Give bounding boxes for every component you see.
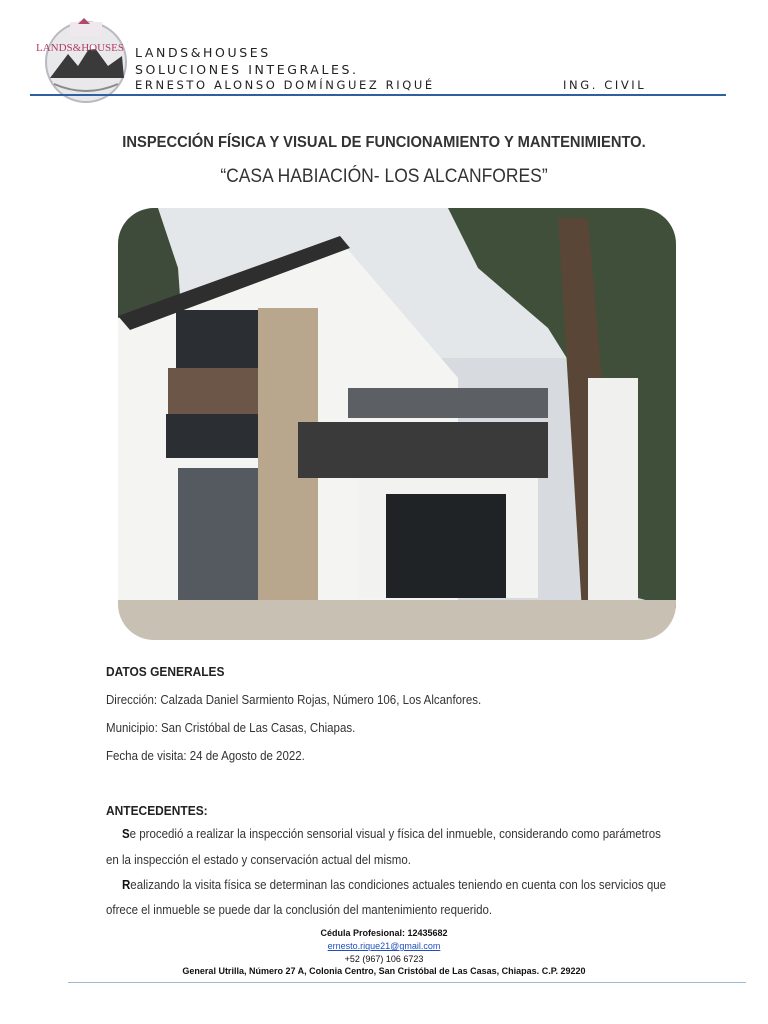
brand-tagline: SOLUCIONES INTEGRALES.: [135, 62, 359, 77]
document-title: INSPECCIÓN FÍSICA Y VISUAL DE FUNCIONAMIENTO Y MANTENIMIENTO.: [122, 134, 646, 151]
engineer-title: ING. CIVIL: [563, 78, 647, 92]
company-logo: [40, 16, 132, 104]
footer-address: General Utrilla, Número 27 A, Colonia Centro, San Cristóbal de Las Casas, Chiapas. C.P. 29220: [182, 966, 586, 976]
section-heading-general: DATOS GENERALES: [106, 664, 225, 679]
brand-name: LANDS&HOUSES: [135, 45, 271, 60]
header-rule: [30, 94, 726, 96]
paragraph-1-line-2: en la inspección el estado y conservación actual del mismo.: [106, 853, 411, 867]
paragraph-text: e procedió a realizar la inspección sensorial visual y física del inmueble, considerando como parámetros: [129, 827, 661, 841]
drop-initial: R: [122, 878, 131, 892]
engineer-name: ERNESTO ALONSO DOMÍNGUEZ RIQUÉ: [135, 78, 435, 92]
logo-wordmark: LANDS&HOUSES: [36, 42, 125, 54]
document-subtitle: “CASA HABIACIÓN- LOS ALCANFORES”: [220, 166, 548, 187]
section-heading-background: ANTECEDENTES:: [106, 803, 208, 818]
footer-cedula: Cédula Profesional: 12435682: [320, 928, 448, 938]
paragraph-2-line-2: ofrece el inmueble se puede dar la conclusión del mantenimiento requerido.: [106, 903, 493, 917]
house-photo: [118, 208, 676, 640]
paragraph-text: ealizando la visita física se determinan las condiciones actuales teniendo en cuenta con los servicios que: [130, 878, 667, 892]
municipality-line: Municipio: San Cristóbal de Las Casas, Chiapas.: [106, 721, 356, 735]
address-line: Dirección: Calzada Daniel Sarmiento Rojas, Número 106, Los Alcanfores.: [106, 693, 482, 707]
footer-rule: [68, 982, 746, 983]
visit-date-line: Fecha de visita: 24 de Agosto de 2022.: [106, 749, 305, 763]
drop-initial: S: [122, 827, 130, 841]
paragraph-1-line-1: [122, 827, 661, 841]
footer-phone: +52 (967) 106 6723: [344, 954, 424, 964]
paragraph-2-line-1: [122, 878, 666, 892]
footer-email-link[interactable]: ernesto.rique21@gmail.com: [327, 941, 441, 951]
